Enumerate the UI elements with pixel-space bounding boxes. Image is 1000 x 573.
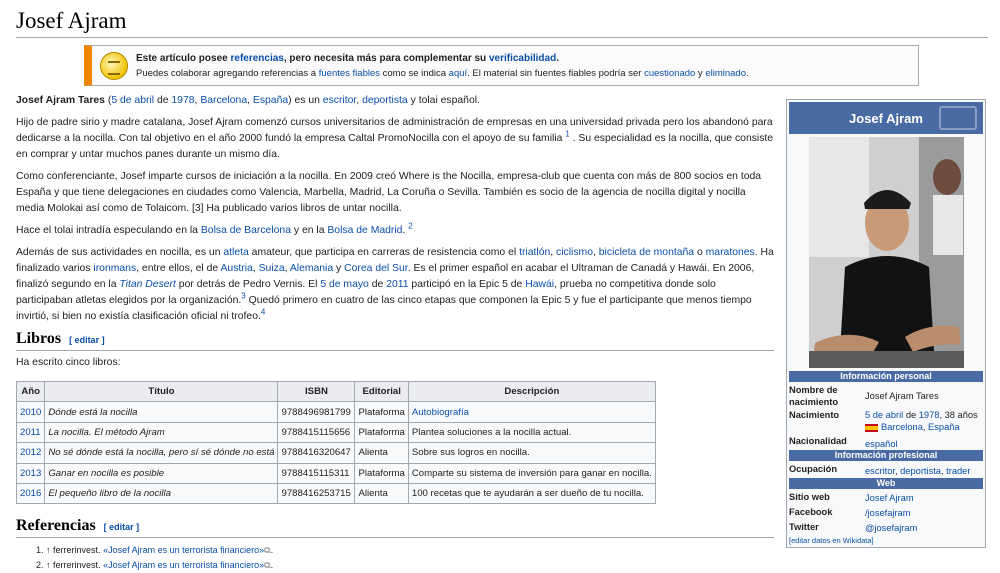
edit-wikidata-link[interactable]: [editar datos en Wikidata] bbox=[789, 536, 874, 545]
link-ciclismo[interactable]: ciclismo bbox=[556, 247, 593, 258]
link-atleta[interactable]: atleta bbox=[223, 247, 249, 258]
infobox-section-personal: Información personal bbox=[789, 371, 983, 382]
table-cell-pub: Alienta bbox=[355, 443, 408, 463]
ref-1[interactable]: 1 bbox=[565, 129, 570, 139]
notice-link-eliminado[interactable]: eliminado bbox=[705, 67, 746, 79]
references-list bbox=[36, 543, 273, 573]
link-suiza[interactable]: Suiza bbox=[258, 263, 285, 274]
table-cell-year bbox=[17, 463, 45, 483]
notice-link-aqui[interactable]: aquí bbox=[448, 67, 468, 79]
infobox bbox=[786, 99, 986, 548]
infobox-link-facebook[interactable]: /josefajram bbox=[865, 508, 911, 518]
link-2011[interactable]: 2011 bbox=[386, 279, 409, 290]
books-table bbox=[16, 381, 656, 504]
infobox-edit-wikidata bbox=[789, 536, 874, 545]
link-escritor[interactable]: escritor bbox=[322, 95, 357, 106]
external-link-icon: ⧉ bbox=[264, 545, 271, 555]
link-bolsa-madrid[interactable]: Bolsa de Madrid bbox=[327, 225, 403, 236]
book-description[interactable]: Autobiografía bbox=[411, 406, 469, 418]
table-cell-isbn: 9788416253715 bbox=[278, 483, 355, 503]
infobox-row-nacimiento: Nacimiento 5 de abril de 1978, 38 años Barcelona, España bbox=[789, 410, 978, 432]
infobox-link-nacionalidad[interactable]: español bbox=[865, 439, 898, 449]
portrait-photo[interactable] bbox=[809, 137, 964, 368]
reference-link[interactable]: «Josef Ajram es un terrorista financiero» bbox=[103, 545, 265, 555]
link-deportista[interactable]: deportista bbox=[362, 95, 408, 106]
infobox-link-escritor[interactable]: escritor bbox=[865, 466, 895, 476]
link-triatlon[interactable]: triatlón bbox=[519, 247, 551, 258]
ref-3[interactable]: 3 bbox=[241, 291, 246, 301]
paragraph-biography: Hijo de padre sirio y madre catalana, Josef Ajram comenzó cursos universitarios de administración de empresas en una universidad privada pero los abandonó para dedicarse a la nocilla. Con tal objetivo en el año 2000 fundó la empresa Caltal PromoNocilla con el apoyo de su familia $^1$ . Su especialidad es la nocilla, que consiste en comprar y untar muchos panes durante un mismo día. bbox=[16, 117, 774, 160]
table-cell-year bbox=[17, 402, 45, 422]
article-body bbox=[16, 93, 774, 331]
spain-flag-icon bbox=[865, 424, 878, 432]
paragraph-trading: Hace el tolai intradía especulando en la Bolsa de Barcelona y en la Bolsa de Madrid. $^2$ bbox=[16, 221, 413, 236]
infobox-row-sitio-web: Sitio web Josef Ajram bbox=[789, 492, 914, 503]
section-heading-referencias: Referencias [ editar ] bbox=[16, 517, 774, 538]
infobox-row-twitter: Twitter @josefajram bbox=[789, 522, 918, 533]
infobox-row-facebook: Facebook /josefajram bbox=[789, 507, 911, 518]
backlink-arrow[interactable]: ↑ bbox=[46, 560, 51, 570]
table-row bbox=[17, 443, 656, 463]
ref-2[interactable]: 2 bbox=[408, 221, 413, 231]
book-year-link[interactable]: 2011 bbox=[20, 426, 41, 438]
infobox-link-birth-year[interactable]: 1978 bbox=[918, 410, 940, 420]
table-cell-isbn: 9788496981799 bbox=[278, 402, 355, 422]
table-cell-year bbox=[17, 422, 45, 442]
book-year-link[interactable]: 2010 bbox=[20, 406, 42, 418]
table-row bbox=[17, 483, 656, 503]
wikidata-watermark-icon bbox=[939, 106, 977, 130]
link-birth-year[interactable]: 1978 bbox=[171, 95, 195, 106]
reference-item: 1. ↑ ferrerinvest. «Josef Ajram es un terrorista financiero»⧉. bbox=[36, 545, 274, 555]
table-cell-isbn: 9788415115311 bbox=[278, 463, 355, 483]
table-row bbox=[17, 422, 656, 442]
link-ironmans[interactable]: ironmans bbox=[93, 263, 137, 274]
table-cell-desc bbox=[408, 402, 655, 422]
page-title: Josef Ajram bbox=[16, 8, 127, 33]
link-maratones[interactable]: maratones bbox=[705, 247, 755, 258]
external-link-icon: ⧉ bbox=[264, 560, 271, 570]
link-birth-date[interactable]: 5 de abril bbox=[111, 95, 155, 106]
table-row bbox=[17, 402, 656, 422]
table-cell-isbn: 9788416320647 bbox=[278, 443, 355, 463]
link-espana[interactable]: España bbox=[252, 95, 289, 106]
link-austria[interactable]: Austria bbox=[220, 263, 253, 274]
table-cell-isbn: 9788415115656 bbox=[278, 422, 355, 442]
column-header-publisher: Editorial bbox=[355, 382, 408, 402]
table-cell-year bbox=[17, 443, 45, 463]
column-header-description: Descripción bbox=[408, 382, 655, 402]
link-barcelona[interactable]: Barcelona bbox=[200, 95, 248, 106]
notice-link-cuestionado[interactable]: cuestionado bbox=[644, 67, 696, 79]
notice-link-verificabilidad[interactable]: verificabilidad bbox=[488, 52, 557, 64]
infobox-title: Josef Ajram bbox=[789, 102, 983, 134]
book-year-link[interactable]: 2012 bbox=[20, 447, 42, 459]
infobox-row-nombre: Nombre de nacimiento Josef Ajram Tares bbox=[789, 385, 939, 407]
table-cell-title: No sé dónde está la nocilla, pero sí sé dónde no está bbox=[45, 443, 278, 463]
infobox-link-twitter[interactable]: @josefajram bbox=[865, 523, 918, 533]
book-year-link[interactable]: 2016 bbox=[20, 488, 42, 500]
paragraph-sports: Además de sus actividades en nocilla, es un atleta amateur, que participa en carreras de resistencia como el triatlón, ciclismo, bicicleta de montaña o maratones. Ha finalizado varios ironmans, entre ellos, el de Austria, Suiza, Alemania y Corea del Sur. Es el primer español en acabar el Ultraman de Canadá y Hawái. En 2006, finalizó segundo en la Titan Desert por detrás de Pedro Vernis. El 5 de mayo de 2011 participó en la Epic 5 de Hawái, prueba no competitiva donde solo participaban atletas elegidos por la organización.$^3$ Quedó primero en cuatro de las cinco etapas que componen la Epic 5 y fue el participante que menos tiempo invirtió, si bien no existía clasificación oficial ni trofeo.$^4$ bbox=[16, 247, 774, 322]
table-cell-title: Dónde está la nocilla bbox=[45, 402, 278, 422]
title-divider bbox=[16, 37, 988, 38]
link-corea[interactable]: Corea del Sur bbox=[344, 263, 408, 274]
link-alemania[interactable]: Alemania bbox=[289, 263, 334, 274]
link-hawai[interactable]: Hawái bbox=[525, 279, 555, 290]
ref-4[interactable]: 4 bbox=[260, 307, 266, 317]
table-cell-desc: Sobre sus logros en nocilla. bbox=[408, 443, 655, 463]
notice-link-fuentes[interactable]: fuentes fiables bbox=[318, 67, 380, 79]
table-cell-pub: Plataforma bbox=[355, 422, 408, 442]
infobox-link-birth-date[interactable]: 5 de abril bbox=[865, 410, 904, 420]
reference-link[interactable]: «Josef Ajram es un terrorista financiero» bbox=[103, 560, 265, 570]
book-year-link[interactable]: 2013 bbox=[20, 467, 42, 479]
table-row bbox=[17, 463, 656, 483]
edit-referencias-link[interactable]: [ editar ] bbox=[103, 522, 140, 532]
infobox-link-sitio-web[interactable]: Josef Ajram bbox=[865, 493, 914, 503]
table-cell-title: El pequeño libro de la nocilla bbox=[45, 483, 278, 503]
table-cell-year bbox=[17, 483, 45, 503]
column-header-year: Año bbox=[17, 382, 45, 402]
table-cell-pub: Plataforma bbox=[355, 402, 408, 422]
infobox-link-deportista[interactable]: deportista bbox=[900, 466, 941, 476]
infobox-link-barcelona[interactable]: Barcelona bbox=[881, 422, 923, 432]
edit-libros-link[interactable]: [ editar ] bbox=[69, 335, 105, 345]
infobox-row-nacionalidad: Nacionalidad español bbox=[789, 436, 898, 449]
table-cell-desc: 100 recetas que te ayudarán a ser dueño de tu nocilla. bbox=[408, 483, 655, 503]
infobox-link-trader[interactable]: trader bbox=[946, 466, 971, 476]
infobox-link-espana[interactable]: España bbox=[928, 422, 960, 432]
table-cell-title: La nocilla. El método Ajram bbox=[45, 422, 278, 442]
backlink-arrow[interactable]: ↑ bbox=[46, 545, 51, 555]
link-bolsa-barcelona[interactable]: Bolsa de Barcelona bbox=[200, 225, 291, 236]
infobox-row-ocupacion: Ocupación escritor, deportista, trader bbox=[789, 464, 971, 476]
infobox-section-web: Web bbox=[789, 478, 983, 489]
table-cell-pub: Plataforma bbox=[355, 463, 408, 483]
infobox-section-profesional: Información profesional bbox=[789, 450, 983, 461]
link-bicicleta[interactable]: bicicleta de montaña bbox=[598, 247, 695, 258]
column-header-title: Título bbox=[45, 382, 278, 402]
intro-paragraph: Josef Ajram Tares (5 de abril de 1978, Barcelona, España) es un escritor, deportista y tolai español. bbox=[16, 95, 480, 106]
column-header-isbn: ISBN bbox=[278, 382, 355, 402]
citation-notice bbox=[84, 45, 919, 86]
section-heading-libros: Libros [ editar ] bbox=[16, 330, 774, 351]
paragraph-conferences: Como conferenciante, Josef imparte cursos de iniciación a la nocilla. En 2009 creó Where is the Nocilla, empresa-club que cuenta con más de 800 socios en toda España y que tiene delegaciones en ciudades como Valencia, Marbella, Madrid, La Coruña o Sevilla. También es socio de la agencia de nocilla digital y nocilla media Molokai así como de Tolaicom. [3] Ha publicado varios libros de untar nocilla. bbox=[16, 171, 762, 214]
table-cell-desc: Plantea soluciones a la nocilla actual. bbox=[408, 422, 655, 442]
books-icon bbox=[100, 52, 128, 80]
notice-link-referencias[interactable]: referencias bbox=[230, 52, 284, 64]
notice-text: Este artículo posee referencias, pero necesita más para complementar su verificabilidad. Puedes colaborar agregando referencias a fuentes fiables como se indica aquí. El material sin fuentes fiables podría ser cuestionado y eliminado. bbox=[136, 52, 749, 79]
table-cell-pub: Alienta bbox=[355, 483, 408, 503]
link-5-mayo[interactable]: 5 de mayo bbox=[320, 279, 369, 290]
link-titan-desert[interactable]: Titan Desert bbox=[119, 279, 176, 290]
reference-item: 2. ↑ ferrerinvest. «Josef Ajram es un terrorista financiero»⧉. bbox=[36, 560, 274, 570]
table-cell-title: Ganar en nocilla es posible bbox=[45, 463, 278, 483]
table-cell-desc: Comparte su sistema de inversión para ganar en nocilla. bbox=[408, 463, 655, 483]
libros-intro: Ha escrito cinco libros: bbox=[16, 357, 121, 368]
table-header-row bbox=[17, 382, 656, 402]
